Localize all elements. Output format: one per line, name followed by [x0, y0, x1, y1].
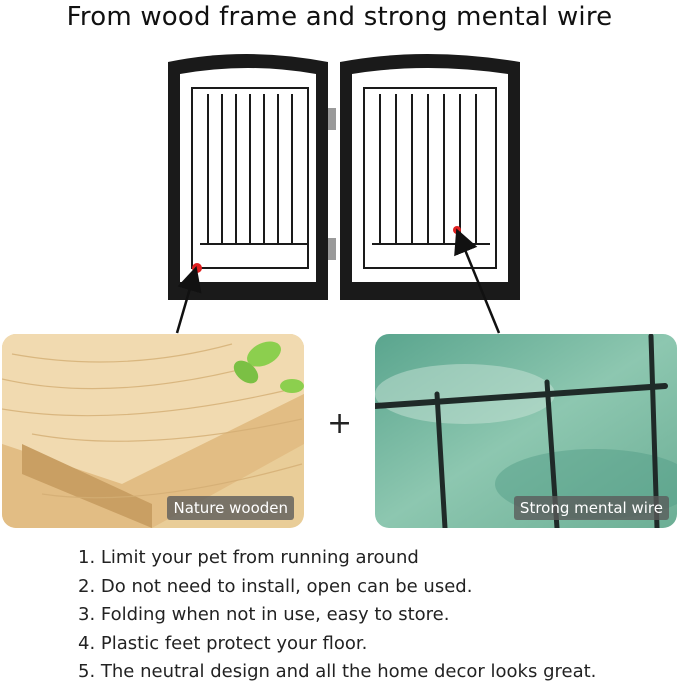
feature-item: 4. Plastic feet protect your floor. — [78, 632, 368, 654]
wood-marker-dot — [192, 263, 202, 273]
right-gate-panel — [340, 54, 520, 300]
wire-photo — [375, 334, 677, 528]
feature-item: 3. Folding when not in use, easy to store. — [78, 604, 450, 625]
wire-caption: Strong mental wire — [514, 496, 669, 520]
feature-item: 2. Do not need to install, open can be used. — [78, 575, 473, 597]
wood-photo — [2, 334, 304, 528]
wire-marker-dot — [453, 226, 461, 234]
left-gate-panel — [168, 54, 336, 300]
feature-item: 1. Limit your pet from running around — [78, 547, 419, 568]
plus-symbol: + — [327, 406, 353, 441]
feature-item: 5. The neutral design and all the home decor looks great. — [78, 661, 597, 682]
feature-list — [78, 544, 596, 687]
page-title: From wood frame and strong mental wire — [66, 2, 613, 32]
wood-caption: Nature wooden — [167, 496, 294, 520]
pet-gate-image — [160, 48, 530, 308]
